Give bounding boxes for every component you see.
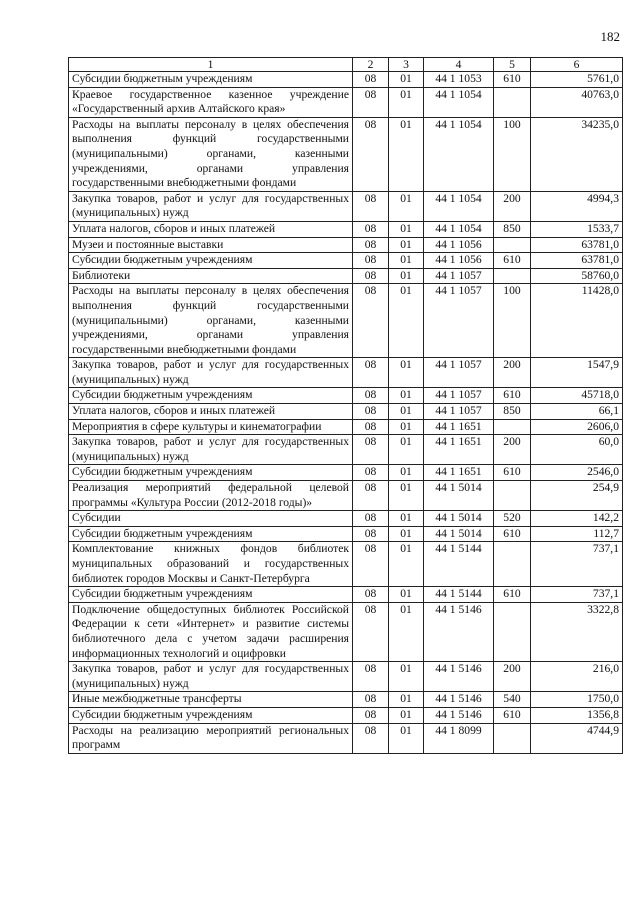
- row-subsection-cell: 01: [389, 237, 424, 253]
- row-amount-cell: 112,7: [531, 526, 623, 542]
- row-amount-cell: 34235,0: [531, 117, 623, 191]
- table-row: [69, 237, 623, 253]
- row-amount-cell: 11428,0: [531, 284, 623, 358]
- row-amount-cell: 1750,0: [531, 692, 623, 708]
- row-subsection-cell: 01: [389, 526, 424, 542]
- budget-table: [68, 57, 623, 754]
- row-expense-type-cell: 610: [494, 587, 531, 603]
- row-expense-type-cell: 610: [494, 707, 531, 723]
- row-target-article-cell: 44 1 1056: [424, 237, 494, 253]
- table-row: [69, 284, 623, 358]
- row-section-cell: 08: [353, 602, 389, 661]
- row-expense-type-cell: 850: [494, 221, 531, 237]
- header-cell: 4: [424, 58, 494, 72]
- row-name-cell: Расходы на выплаты персоналу в целях обеспечения выполнения функций государственными (муниципальными) органами, казенными учреждениями, органами управления государственными внебюджетными фондами: [69, 284, 353, 358]
- header-cell: 2: [353, 58, 389, 72]
- row-name-cell: Библиотеки: [69, 268, 353, 284]
- row-target-article-cell: 44 1 1651: [424, 465, 494, 481]
- row-section-cell: 08: [353, 723, 389, 753]
- row-expense-type-cell: 100: [494, 117, 531, 191]
- table-row: [69, 388, 623, 404]
- row-name-cell: Краевое государственное казенное учреждение «Государственный архив Алтайского края»: [69, 87, 353, 117]
- row-name-cell: Субсидии бюджетным учреждениям: [69, 465, 353, 481]
- row-subsection-cell: 01: [389, 87, 424, 117]
- row-subsection-cell: 01: [389, 542, 424, 587]
- page-number: 182: [600, 29, 620, 44]
- table-row: [69, 692, 623, 708]
- row-name-cell: Расходы на выплаты персоналу в целях обеспечения выполнения функций государственными (муниципальными) органами, казенными учреждениями, органами управления государственными внебюджетными фондами: [69, 117, 353, 191]
- row-amount-cell: 60,0: [531, 435, 623, 465]
- row-section-cell: 08: [353, 72, 389, 88]
- table-row: [69, 221, 623, 237]
- row-subsection-cell: 01: [389, 117, 424, 191]
- row-target-article-cell: 44 1 1057: [424, 404, 494, 420]
- row-subsection-cell: 01: [389, 72, 424, 88]
- row-amount-cell: 66,1: [531, 404, 623, 420]
- row-expense-type-cell: [494, 602, 531, 661]
- row-expense-type-cell: 200: [494, 191, 531, 221]
- row-amount-cell: 5761,0: [531, 72, 623, 88]
- row-amount-cell: 45718,0: [531, 388, 623, 404]
- row-expense-type-cell: 610: [494, 253, 531, 269]
- row-name-cell: Субсидии: [69, 511, 353, 527]
- table-row: [69, 268, 623, 284]
- row-section-cell: 08: [353, 662, 389, 692]
- row-section-cell: 08: [353, 404, 389, 420]
- table-row: [69, 723, 623, 753]
- row-target-article-cell: 44 1 5014: [424, 526, 494, 542]
- row-expense-type-cell: [494, 723, 531, 753]
- row-name-cell: Субсидии бюджетным учреждениям: [69, 707, 353, 723]
- row-section-cell: 08: [353, 526, 389, 542]
- row-section-cell: 08: [353, 237, 389, 253]
- table-row: [69, 481, 623, 511]
- row-expense-type-cell: 850: [494, 404, 531, 420]
- row-subsection-cell: 01: [389, 191, 424, 221]
- table-row: [69, 542, 623, 587]
- header-cell: 5: [494, 58, 531, 72]
- row-amount-cell: 3322,8: [531, 602, 623, 661]
- row-name-cell: Уплата налогов, сборов и иных платежей: [69, 404, 353, 420]
- row-subsection-cell: 01: [389, 587, 424, 603]
- table-row: [69, 72, 623, 88]
- row-target-article-cell: 44 1 1054: [424, 117, 494, 191]
- row-target-article-cell: 44 1 1054: [424, 191, 494, 221]
- row-subsection-cell: 01: [389, 221, 424, 237]
- row-amount-cell: 142,2: [531, 511, 623, 527]
- row-subsection-cell: 01: [389, 465, 424, 481]
- row-name-cell: Иные межбюджетные трансферты: [69, 692, 353, 708]
- row-subsection-cell: 01: [389, 253, 424, 269]
- row-section-cell: 08: [353, 191, 389, 221]
- row-expense-type-cell: [494, 481, 531, 511]
- row-name-cell: Комплектование книжных фондов библиотек муниципальных образований и государственных библиотек городов Москвы и Санкт-Петербурга: [69, 542, 353, 587]
- row-expense-type-cell: 200: [494, 662, 531, 692]
- row-target-article-cell: 44 1 5014: [424, 511, 494, 527]
- row-amount-cell: 1356,8: [531, 707, 623, 723]
- row-target-article-cell: 44 1 5146: [424, 692, 494, 708]
- row-amount-cell: 737,1: [531, 542, 623, 587]
- row-section-cell: 08: [353, 268, 389, 284]
- row-section-cell: 08: [353, 511, 389, 527]
- row-amount-cell: 1533,7: [531, 221, 623, 237]
- row-target-article-cell: 44 1 5146: [424, 662, 494, 692]
- row-section-cell: 08: [353, 388, 389, 404]
- row-section-cell: 08: [353, 87, 389, 117]
- row-section-cell: 08: [353, 284, 389, 358]
- row-expense-type-cell: 200: [494, 358, 531, 388]
- row-expense-type-cell: [494, 237, 531, 253]
- row-target-article-cell: 44 1 1054: [424, 87, 494, 117]
- row-expense-type-cell: 610: [494, 72, 531, 88]
- row-subsection-cell: 01: [389, 662, 424, 692]
- row-target-article-cell: 44 1 1651: [424, 435, 494, 465]
- row-section-cell: 08: [353, 435, 389, 465]
- row-subsection-cell: 01: [389, 723, 424, 753]
- row-amount-cell: 63781,0: [531, 237, 623, 253]
- row-name-cell: Закупка товаров, работ и услуг для государственных (муниципальных) нужд: [69, 662, 353, 692]
- row-amount-cell: 4994,3: [531, 191, 623, 221]
- table-row: [69, 117, 623, 191]
- header-cell: 6: [531, 58, 623, 72]
- row-section-cell: 08: [353, 419, 389, 435]
- row-name-cell: Закупка товаров, работ и услуг для государственных (муниципальных) нужд: [69, 191, 353, 221]
- row-section-cell: 08: [353, 117, 389, 191]
- row-target-article-cell: 44 1 1054: [424, 221, 494, 237]
- row-name-cell: Субсидии бюджетным учреждениям: [69, 72, 353, 88]
- row-expense-type-cell: 610: [494, 526, 531, 542]
- row-target-article-cell: 44 1 1056: [424, 253, 494, 269]
- row-name-cell: Субсидии бюджетным учреждениям: [69, 587, 353, 603]
- row-amount-cell: 2546,0: [531, 465, 623, 481]
- table-row: [69, 587, 623, 603]
- row-section-cell: 08: [353, 253, 389, 269]
- row-section-cell: 08: [353, 481, 389, 511]
- row-subsection-cell: 01: [389, 602, 424, 661]
- row-amount-cell: 216,0: [531, 662, 623, 692]
- row-name-cell: Уплата налогов, сборов и иных платежей: [69, 221, 353, 237]
- row-subsection-cell: 01: [389, 388, 424, 404]
- row-target-article-cell: 44 1 5146: [424, 707, 494, 723]
- row-name-cell: Подключение общедоступных библиотек Российской Федерации к сети «Интернет» и развитие системы библиотечного дела с учетом задачи расширения информационных технологий и оцифровки: [69, 602, 353, 661]
- row-subsection-cell: 01: [389, 404, 424, 420]
- table-row: [69, 253, 623, 269]
- row-amount-cell: 2606,0: [531, 419, 623, 435]
- row-name-cell: Субсидии бюджетным учреждениям: [69, 253, 353, 269]
- row-expense-type-cell: [494, 419, 531, 435]
- row-subsection-cell: 01: [389, 419, 424, 435]
- table-body: [69, 72, 623, 754]
- table-row: [69, 465, 623, 481]
- row-expense-type-cell: 200: [494, 435, 531, 465]
- table-row: [69, 526, 623, 542]
- row-expense-type-cell: [494, 87, 531, 117]
- row-target-article-cell: 44 1 1057: [424, 268, 494, 284]
- header-row: [69, 58, 623, 72]
- row-section-cell: 08: [353, 465, 389, 481]
- row-section-cell: 08: [353, 587, 389, 603]
- row-target-article-cell: 44 1 1057: [424, 388, 494, 404]
- table-row: [69, 191, 623, 221]
- row-target-article-cell: 44 1 8099: [424, 723, 494, 753]
- row-section-cell: 08: [353, 707, 389, 723]
- row-target-article-cell: 44 1 5146: [424, 602, 494, 661]
- row-expense-type-cell: 610: [494, 388, 531, 404]
- row-expense-type-cell: [494, 542, 531, 587]
- table-row: [69, 602, 623, 661]
- row-amount-cell: 58760,0: [531, 268, 623, 284]
- header-cell: 3: [389, 58, 424, 72]
- table-row: [69, 358, 623, 388]
- row-subsection-cell: 01: [389, 435, 424, 465]
- row-subsection-cell: 01: [389, 284, 424, 358]
- row-name-cell: Расходы на реализацию мероприятий региональных программ: [69, 723, 353, 753]
- row-name-cell: Закупка товаров, работ и услуг для государственных (муниципальных) нужд: [69, 435, 353, 465]
- row-target-article-cell: 44 1 1053: [424, 72, 494, 88]
- row-section-cell: 08: [353, 692, 389, 708]
- row-target-article-cell: 44 1 5144: [424, 542, 494, 587]
- table-row: [69, 707, 623, 723]
- row-subsection-cell: 01: [389, 481, 424, 511]
- row-name-cell: Закупка товаров, работ и услуг для государственных (муниципальных) нужд: [69, 358, 353, 388]
- row-amount-cell: 63781,0: [531, 253, 623, 269]
- row-amount-cell: 1547,9: [531, 358, 623, 388]
- table-row: [69, 511, 623, 527]
- row-subsection-cell: 01: [389, 358, 424, 388]
- table-row: [69, 87, 623, 117]
- row-expense-type-cell: 610: [494, 465, 531, 481]
- row-amount-cell: 737,1: [531, 587, 623, 603]
- row-target-article-cell: 44 1 1057: [424, 358, 494, 388]
- row-section-cell: 08: [353, 542, 389, 587]
- header-cell: 1: [69, 58, 353, 72]
- row-amount-cell: 4744,9: [531, 723, 623, 753]
- table-row: [69, 662, 623, 692]
- row-section-cell: 08: [353, 221, 389, 237]
- row-expense-type-cell: [494, 268, 531, 284]
- table-row: [69, 435, 623, 465]
- row-expense-type-cell: 520: [494, 511, 531, 527]
- row-name-cell: Реализация мероприятий федеральной целевой программы «Культура России (2012-2018 годы)»: [69, 481, 353, 511]
- row-expense-type-cell: 540: [494, 692, 531, 708]
- row-amount-cell: 254,9: [531, 481, 623, 511]
- row-name-cell: Субсидии бюджетным учреждениям: [69, 388, 353, 404]
- row-target-article-cell: 44 1 5144: [424, 587, 494, 603]
- row-subsection-cell: 01: [389, 268, 424, 284]
- row-expense-type-cell: 100: [494, 284, 531, 358]
- row-name-cell: Музеи и постоянные выставки: [69, 237, 353, 253]
- table-row: [69, 419, 623, 435]
- row-subsection-cell: 01: [389, 511, 424, 527]
- row-amount-cell: 40763,0: [531, 87, 623, 117]
- row-name-cell: Мероприятия в сфере культуры и кинематографии: [69, 419, 353, 435]
- row-target-article-cell: 44 1 5014: [424, 481, 494, 511]
- row-target-article-cell: 44 1 1651: [424, 419, 494, 435]
- row-name-cell: Субсидии бюджетным учреждениям: [69, 526, 353, 542]
- table-row: [69, 404, 623, 420]
- row-section-cell: 08: [353, 358, 389, 388]
- row-subsection-cell: 01: [389, 707, 424, 723]
- row-subsection-cell: 01: [389, 692, 424, 708]
- row-target-article-cell: 44 1 1057: [424, 284, 494, 358]
